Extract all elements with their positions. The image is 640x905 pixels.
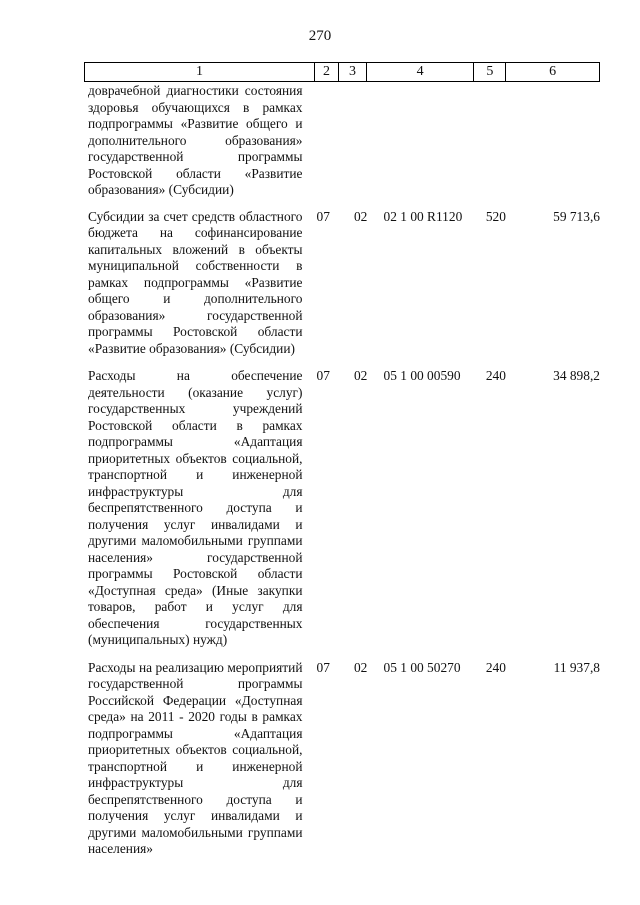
row-csr xyxy=(380,83,486,199)
row-vr: 240 xyxy=(485,368,506,383)
row-pr xyxy=(350,83,380,199)
row-vr xyxy=(486,83,525,199)
table-header xyxy=(84,62,600,82)
row-pr: 02 xyxy=(353,368,368,383)
row-description: Расходы на обеспечение деятельности (оказание услуг) государственных учреждений Ростовской области в рамках подпрограммы «Адаптация приоритетных объектов социальной, транспортной и инженерной инфраструктуры для беспрепятственного доступа и получения услуг инвалидами и другими маломобильными группами населения» государственной программы Ростовской области «Доступная среда» (Иные закупки товаров, работ и услуг для обеспечения государственных (муниципальных) нужд) xyxy=(88,368,303,647)
row-csr: 02 1 00 R1120 xyxy=(383,208,463,224)
header-col-5: 5 xyxy=(473,63,505,81)
row-csr: 05 1 00 50270 xyxy=(383,659,461,675)
row-rz xyxy=(303,83,350,199)
row-description: Расходы на реализацию мероприятий государственной программы Российской Федерации «Доступная среда» на 2011 - 2020 годы в рамках подпрограммы «Адаптация приоритетных объектов социальной, транспортной и инженерной инфраструктуры для беспрепятственного доступа и получения услуг инвалидами и другими маломобильными группами населения» xyxy=(88,659,303,856)
row-amount xyxy=(525,83,600,199)
page-number: 270 xyxy=(308,28,332,44)
header-col-2: 2 xyxy=(314,63,338,81)
header-col-3: 3 xyxy=(338,63,366,81)
table-row xyxy=(88,83,600,199)
table-row xyxy=(88,368,600,649)
header-col-4: 4 xyxy=(366,63,474,81)
table-row xyxy=(88,660,600,858)
table-row xyxy=(88,209,600,358)
table-body xyxy=(88,83,600,858)
row-csr: 05 1 00 00590 xyxy=(383,368,461,383)
row-pr: 02 xyxy=(353,208,368,224)
row-amount: 34 898,2 xyxy=(553,368,600,383)
row-pr: 02 xyxy=(353,659,368,675)
row-rz: 07 xyxy=(316,368,330,383)
row-description: Субсидии за счет средств областного бюджета на софинансирование капитальных вложений в объекты муниципальной собственности в рамках подпрограммы «Развитие общего и дополнительного образования» государственной программы Ростовской области «Развитие образования» (Субсидии) xyxy=(88,208,303,356)
row-vr: 520 xyxy=(485,208,506,224)
row-rz: 07 xyxy=(316,208,330,224)
row-description: доврачебной диагностики состояния здоровья обучающихся в рамках подпрограммы «Развитие общего и дополнительного образования» государственной программы Ростовской области «Развитие образования» (Субсидии) xyxy=(88,83,303,197)
row-amount: 11 937,8 xyxy=(553,659,600,675)
header-col-6: 6 xyxy=(505,63,599,81)
row-rz: 07 xyxy=(316,659,330,675)
header-col-1: 1 xyxy=(196,64,204,79)
row-amount: 59 713,6 xyxy=(553,208,600,224)
row-vr: 240 xyxy=(485,659,506,675)
